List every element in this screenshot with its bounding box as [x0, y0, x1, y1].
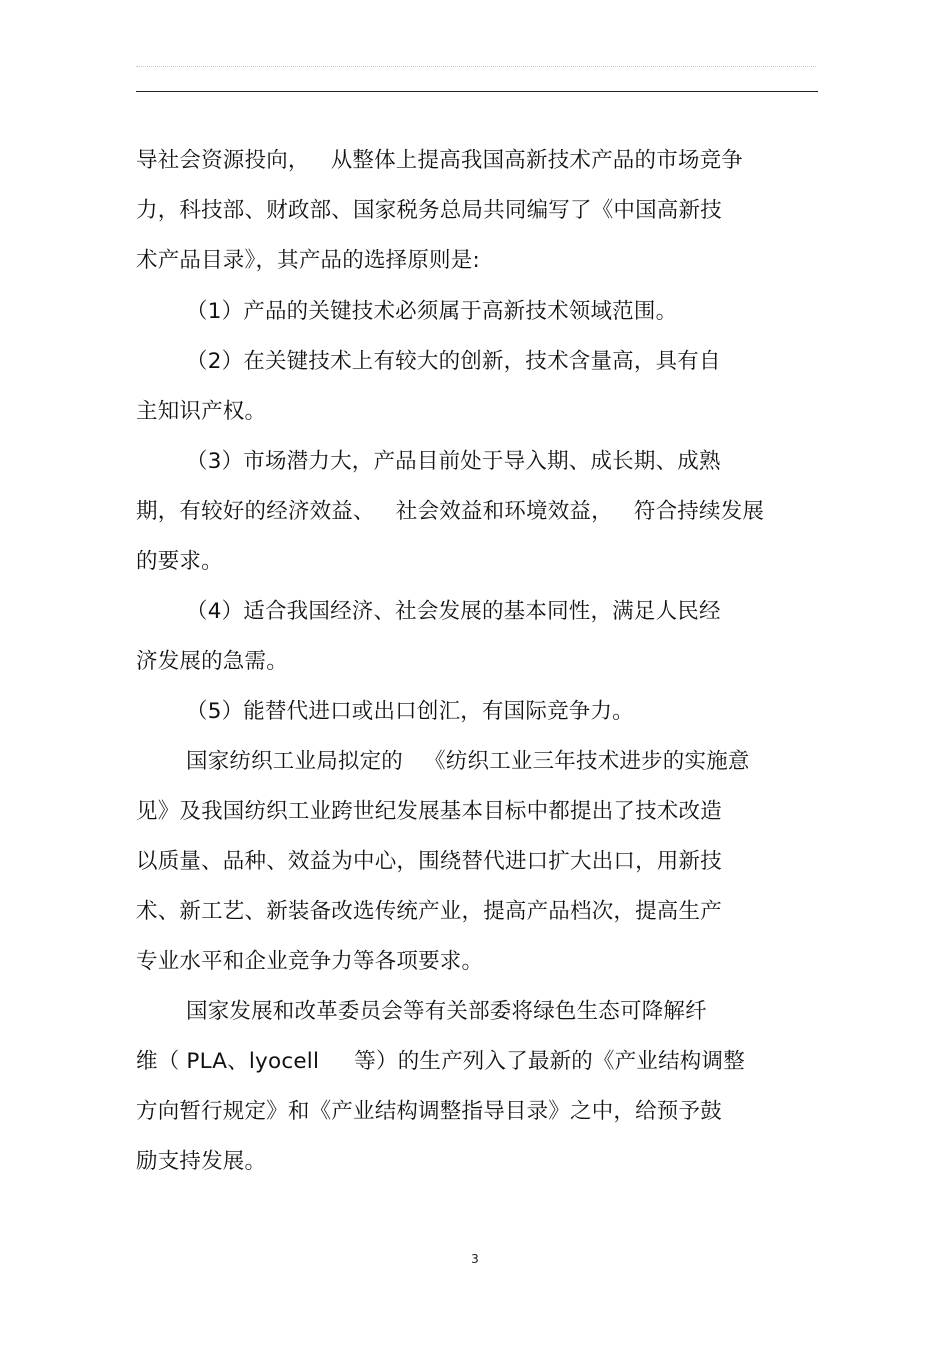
- list-item-2: （2）在关键技术上有较大的创新，技术含量高，具有自: [186, 349, 721, 374]
- header-dotted-rule: [136, 66, 816, 67]
- text-line: 主知识产权。: [136, 399, 267, 424]
- text-line: 术、新工艺、新装备改选传统产业，提高产品档次，提高生产: [136, 899, 722, 924]
- text-line: 术产品目录》，其产品的选择原则是:: [136, 248, 480, 273]
- text-line: 力，科技部、财政部、国家税务总局共同编写了《中国高新技: [136, 198, 722, 223]
- text-line: 励支持发展。: [136, 1149, 267, 1174]
- text-line: 导社会资源投向， 从整体上提高我国高新技术产品的市场竞争: [136, 148, 744, 173]
- text-line: 见》及我国纺织工业跨世纪发展基本目标中都提出了技术改造: [136, 799, 722, 824]
- list-item-4: （4）适合我国经济、社会发展的基本同性，满足人民经: [186, 599, 721, 624]
- text-line: 维（ PLA、lyocell 等）的生产列入了最新的《产业结构调整: [136, 1049, 745, 1074]
- page-number: 3: [471, 1252, 479, 1266]
- text-line: 方向暂行规定》和《产业结构调整指导目录》之中，给预予鼓: [136, 1099, 722, 1124]
- paragraph-start: 国家纺织工业局拟定的 《纺织工业三年技术进步的实施意: [186, 749, 750, 774]
- text-line: 期，有较好的经济效益、 社会效益和环境效益， 符合持续发展: [136, 499, 765, 524]
- list-item-1: （1）产品的关键技术必须属于高新技术领域范围。: [186, 299, 678, 324]
- list-item-5: （5）能替代进口或出口创汇，有国际竞争力。: [186, 699, 634, 724]
- list-item-3: （3）市场潜力大，产品目前处于导入期、成长期、成熟: [186, 449, 721, 474]
- paragraph-start: 国家发展和改革委员会等有关部委将绿色生态可降解纤: [186, 999, 707, 1024]
- text-line: 以质量、品种、效益为中心，围绕替代进口扩大出口，用新技: [136, 849, 722, 874]
- header-rule: [136, 91, 818, 92]
- text-line: 专业水平和企业竞争力等各项要求。: [136, 949, 484, 974]
- text-line: 的要求。: [136, 549, 223, 574]
- text-line: 济发展的急需。: [136, 649, 288, 674]
